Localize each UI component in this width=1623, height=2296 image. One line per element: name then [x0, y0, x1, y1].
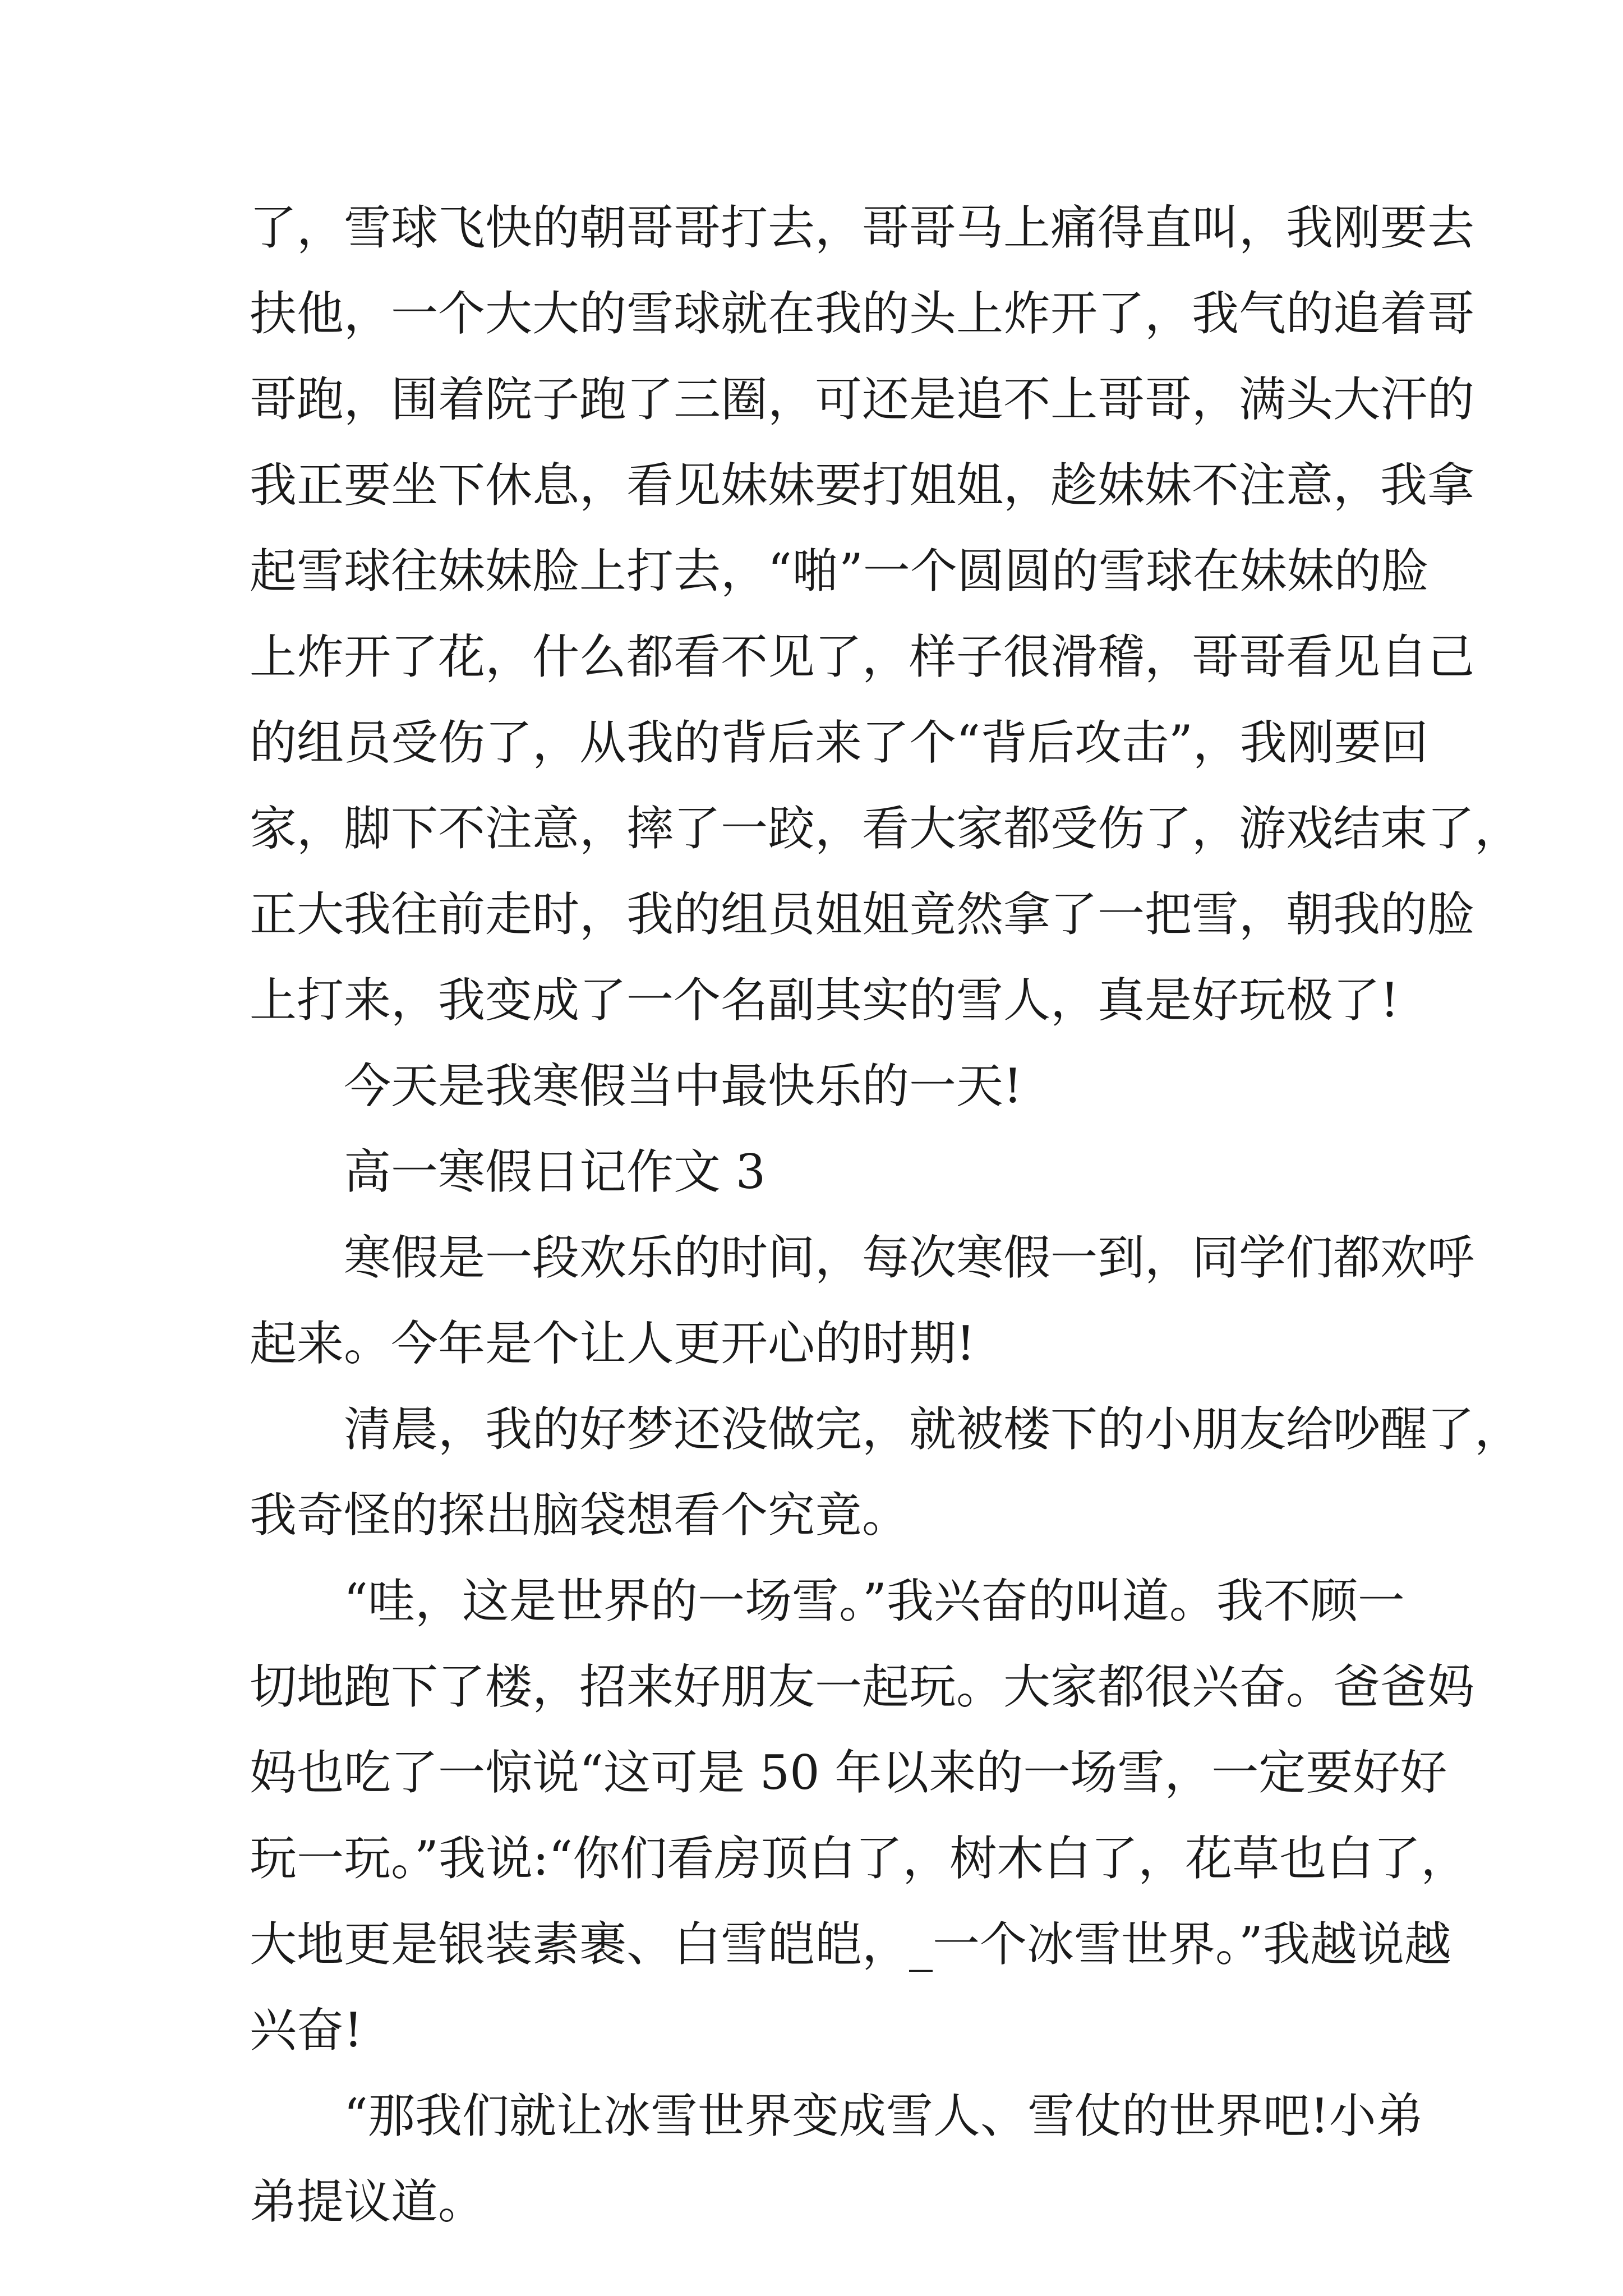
text-line: “哇，这是世界的一场雪。”我兴奋的叫道。我不顾一: [344, 1573, 1405, 1628]
text-line: 兴奋!: [250, 2003, 363, 2058]
text-line: 今天是我寒假当中最快乐的一天!: [344, 1059, 1022, 1114]
text-line: 切地跑下了楼，招来好朋友一起玩。大家都很兴奋。爸爸妈: [250, 1659, 1475, 1714]
document-body: [250, 185, 1522, 2245]
text-line: 上炸开了花，什么都看不见了，样子很滑稽，哥哥看见自己: [250, 629, 1475, 684]
text-line: 大地更是银装素裹、白雪皑皑，_一个冰雪世界。”我越说越: [250, 1917, 1451, 1972]
text-line: 家，脚下不注意，摔了一跤，看大家都受伤了，游戏结束了，: [250, 801, 1522, 856]
text-line: 了，雪球飞快的朝哥哥打去，哥哥马上痛得直叫，我刚要去: [250, 200, 1475, 255]
text-line: 我奇怪的探出脑袋想看个究竟。: [250, 1488, 910, 1543]
text-line: “那我们就让冰雪世界变成雪人、雪仗的世界吧!小弟: [344, 2088, 1423, 2143]
text-line: 起雪球往妹妹脸上打去，“啪”一个圆圆的雪球在妹妹的脸: [250, 544, 1428, 599]
text-line: 起来。今年是个让人更开心的时期!: [250, 1316, 975, 1371]
text-line: 弟提议道。: [250, 2174, 486, 2229]
text-line: 的组员受伤了，从我的背后来了个“背后攻击”，我刚要回: [250, 715, 1428, 770]
text-line: 扶他，一个大大的雪球就在我的头上炸开了，我气的追着哥: [250, 286, 1475, 341]
text-line: 我正要坐下休息，看见妹妹要打姐姐，趁妹妹不注意，我拿: [250, 458, 1475, 513]
text-line: 妈也吃了一惊说“这可是 50 年以来的一场雪，一定要好好: [250, 1745, 1447, 1800]
text-line: 清晨，我的好梦还没做完，就被楼下的小朋友给吵醒了，: [344, 1402, 1522, 1457]
text-line: 正大我往前走时，我的组员姐姐竟然拿了一把雪，朝我的脸: [250, 887, 1475, 942]
text-line: 哥跑，围着院子跑了三圈，可还是追不上哥哥，满头大汗的: [250, 372, 1475, 427]
text-line: 寒假是一段欢乐的时间，每次寒假一到，同学们都欢呼: [344, 1230, 1475, 1285]
text-line: 玩一玩。”我说:“你们看房顶白了，树木白了，花草也白了，: [250, 1831, 1468, 1886]
text-line: 上打来，我变成了一个名副其实的雪人，真是好玩极了!: [250, 973, 1399, 1028]
section-heading: 高一寒假日记作文 3: [344, 1144, 766, 1199]
